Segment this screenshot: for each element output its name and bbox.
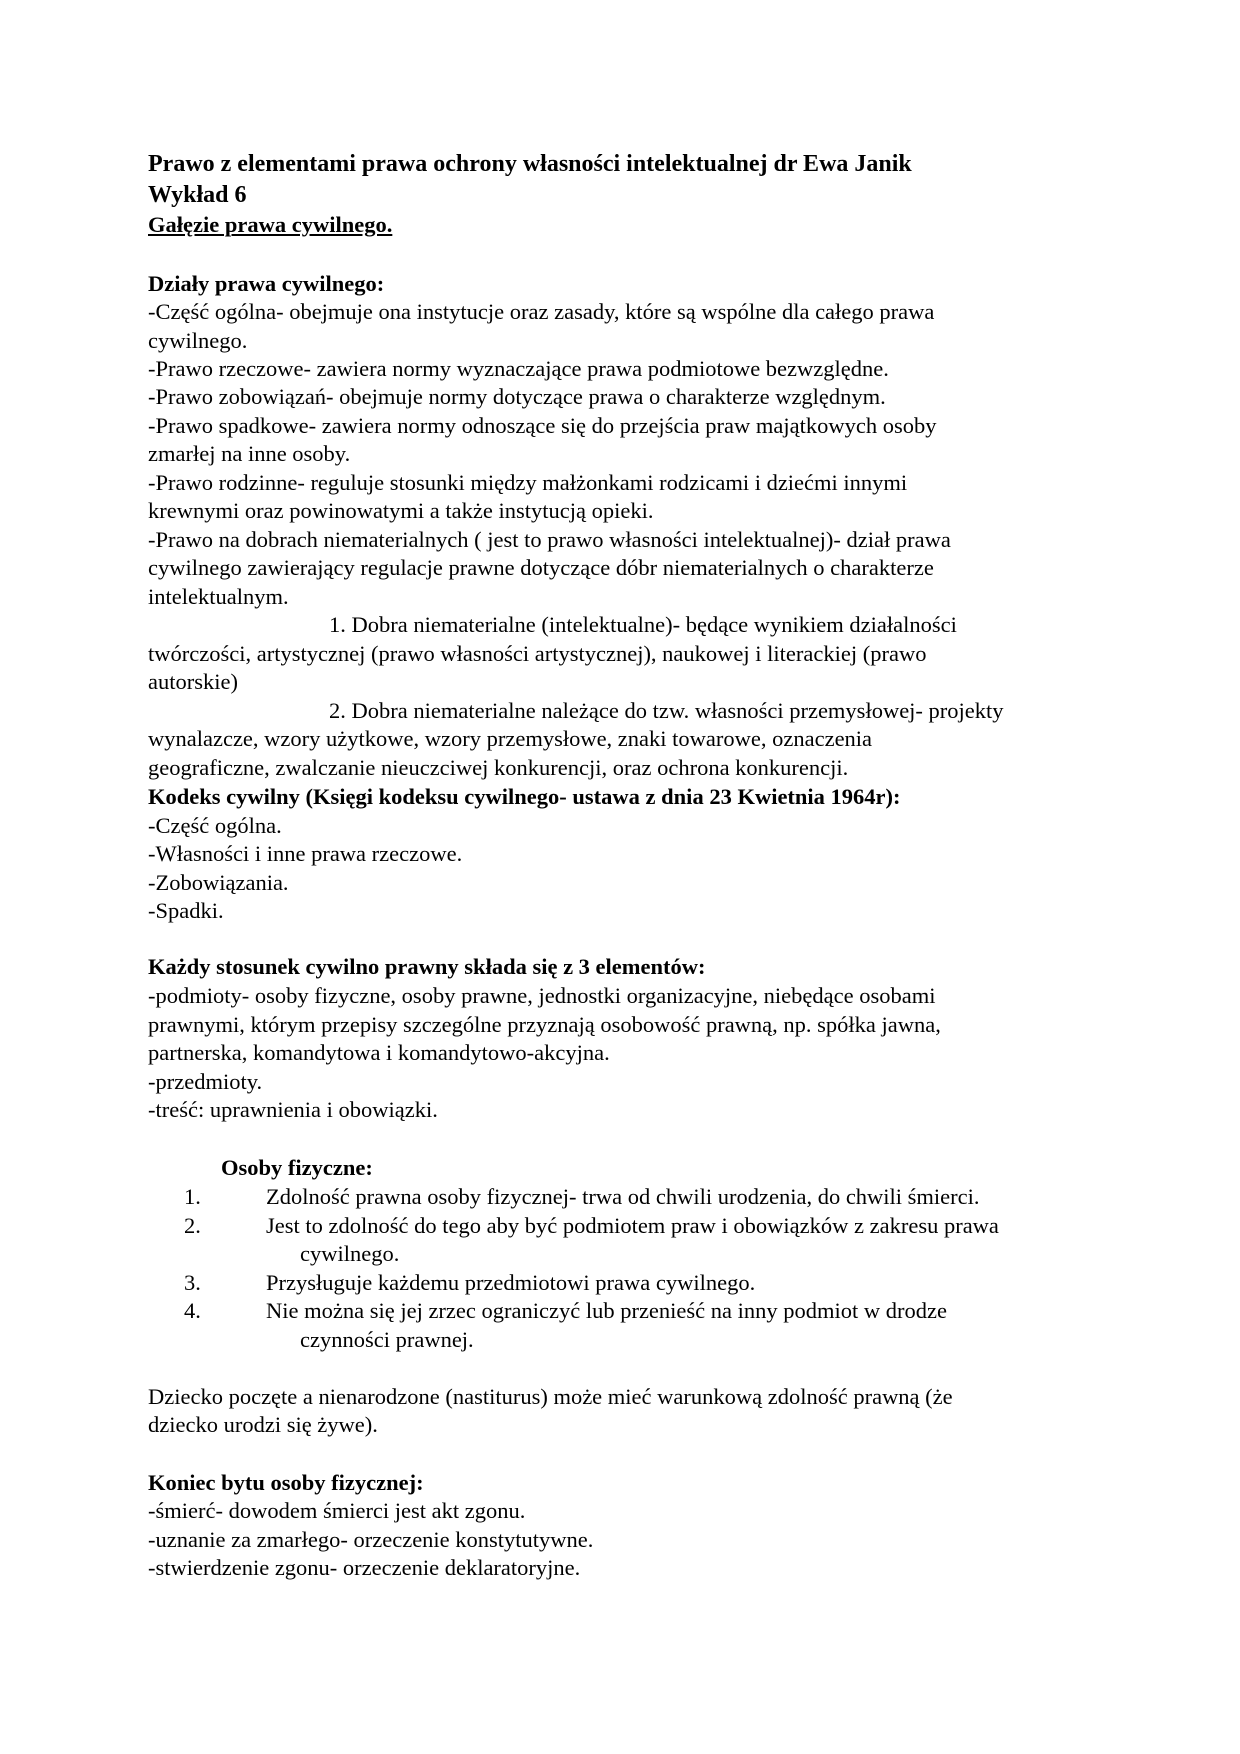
dzialy-line: -Prawo rzeczowe- zawiera normy wyznaczające prawa podmiotowe bezwzględne. [148, 356, 889, 381]
list-item-continuation: czynności prawnej. [300, 1327, 474, 1352]
koniec-line: -stwierdzenie zgonu- orzeczenie deklaratoryjne. [148, 1555, 581, 1580]
list-item: Nie można się jej zrzec ograniczyć lub przenieść na inny podmiot w drodze [266, 1298, 947, 1323]
stosunek-line: -podmioty- osoby fizyczne, osoby prawne, jednostki organizacyjne, niebędące osobami [148, 983, 936, 1008]
section-topic: Gałęzie prawa cywilnego. [148, 212, 393, 237]
list-item: Zdolność prawna osoby fizycznej- trwa od chwili urodzenia, do chwili śmierci. [266, 1184, 980, 1209]
dzialy-line: twórczości, artystycznej (prawo własności artystycznej), naukowej i literackiej (prawo [148, 641, 927, 666]
stosunek-line: -przedmioty. [148, 1069, 263, 1094]
dzialy-line: -Część ogólna- obejmuje ona instytucje oraz zasady, które są wspólne dla całego prawa [148, 299, 935, 324]
list-number: 4. [184, 1298, 201, 1323]
stosunek-line: -treść: uprawnienia i obowiązki. [148, 1097, 438, 1122]
kodeks-line: -Zobowiązania. [148, 870, 289, 895]
dzialy-line: wynalazcze, wzory użytkowe, wzory przemysłowe, znaki towarowe, oznaczenia [148, 726, 873, 751]
koniec-line: -uznanie za zmarłego- orzeczenie konstytutywne. [148, 1527, 594, 1552]
dzialy-line: -Prawo zobowiązań- obejmuje normy dotyczące prawa o charakterze względnym. [148, 384, 886, 409]
kodeks-line: -Własności i inne prawa rzeczowe. [148, 841, 463, 866]
dzialy-line: -Prawo rodzinne- reguluje stosunki między małżonkami rodzicami i dziećmi innymi [148, 470, 908, 495]
dzialy-line: cywilnego zawierający regulacje prawne dotyczące dóbr niematerialnych o charakterze [148, 555, 934, 580]
stosunek-line: partnerska, komandytowa i komandytowo-akcyjna. [148, 1040, 610, 1065]
list-number: 3. [184, 1270, 201, 1295]
dzialy-line: autorskie) [148, 669, 238, 694]
dzialy-line: geograficzne, zwalczanie nieuczciwej konkurencji, oraz ochrona konkurencji. [148, 755, 849, 780]
dzialy-line: -Prawo na dobrach niematerialnych ( jest to prawo własności intelektualnej)- dział prawa [148, 527, 951, 552]
dzialy-line: 2. Dobra niematerialne należące do tzw. własności przemysłowej- projekty [329, 698, 1004, 723]
list-number: 2. [184, 1213, 201, 1238]
kodeks-line: -Część ogólna. [148, 813, 282, 838]
stosunek-heading: Każdy stosunek cywilno prawny składa się z 3 elementów: [148, 954, 706, 979]
dzialy-line: zmarłej na inne osoby. [148, 441, 351, 466]
list-item: Jest to zdolność do tego aby być podmiotem praw i obowiązków z zakresu prawa [266, 1213, 999, 1238]
dzialy-line: intelektualnym. [148, 584, 289, 609]
kodeks-line: -Spadki. [148, 898, 224, 923]
dzialy-heading: Działy prawa cywilnego: [148, 271, 385, 296]
document-title: Prawo z elementami prawa ochrony własności intelektualnej dr Ewa Janik [148, 151, 912, 177]
dziecko-line: dziecko urodzi się żywe). [148, 1412, 378, 1437]
list-item: Przysługuje każdemu przedmiotowi prawa cywilnego. [266, 1270, 756, 1295]
dziecko-line: Dziecko poczęte a nienarodzone (nastiturus) może mieć warunkową zdolność prawną (że [148, 1384, 953, 1409]
dzialy-line: -Prawo spadkowe- zawiera normy odnoszące się do przejścia praw majątkowych osoby [148, 413, 937, 438]
kodeks-heading: Kodeks cywilny (Księgi kodeksu cywilnego- ustawa z dnia 23 Kwietnia 1964r): [148, 784, 901, 809]
koniec-line: -śmierć- dowodem śmierci jest akt zgonu. [148, 1498, 526, 1523]
osoby-heading: Osoby fizyczne: [221, 1155, 373, 1180]
lecture-number: Wykład 6 [148, 182, 247, 208]
list-number: 1. [184, 1184, 201, 1209]
dzialy-line: 1. Dobra niematerialne (intelektualne)- będące wynikiem działalności [329, 612, 957, 637]
dzialy-line: krewnymi oraz powinowatymi a także instytucją opieki. [148, 498, 654, 523]
stosunek-line: prawnymi, którym przepisy szczególne przyznają osobowość prawną, np. spółka jawna, [148, 1012, 941, 1037]
list-item-continuation: cywilnego. [300, 1241, 400, 1266]
koniec-heading: Koniec bytu osoby fizycznej: [148, 1470, 424, 1495]
dzialy-line: cywilnego. [148, 328, 248, 353]
